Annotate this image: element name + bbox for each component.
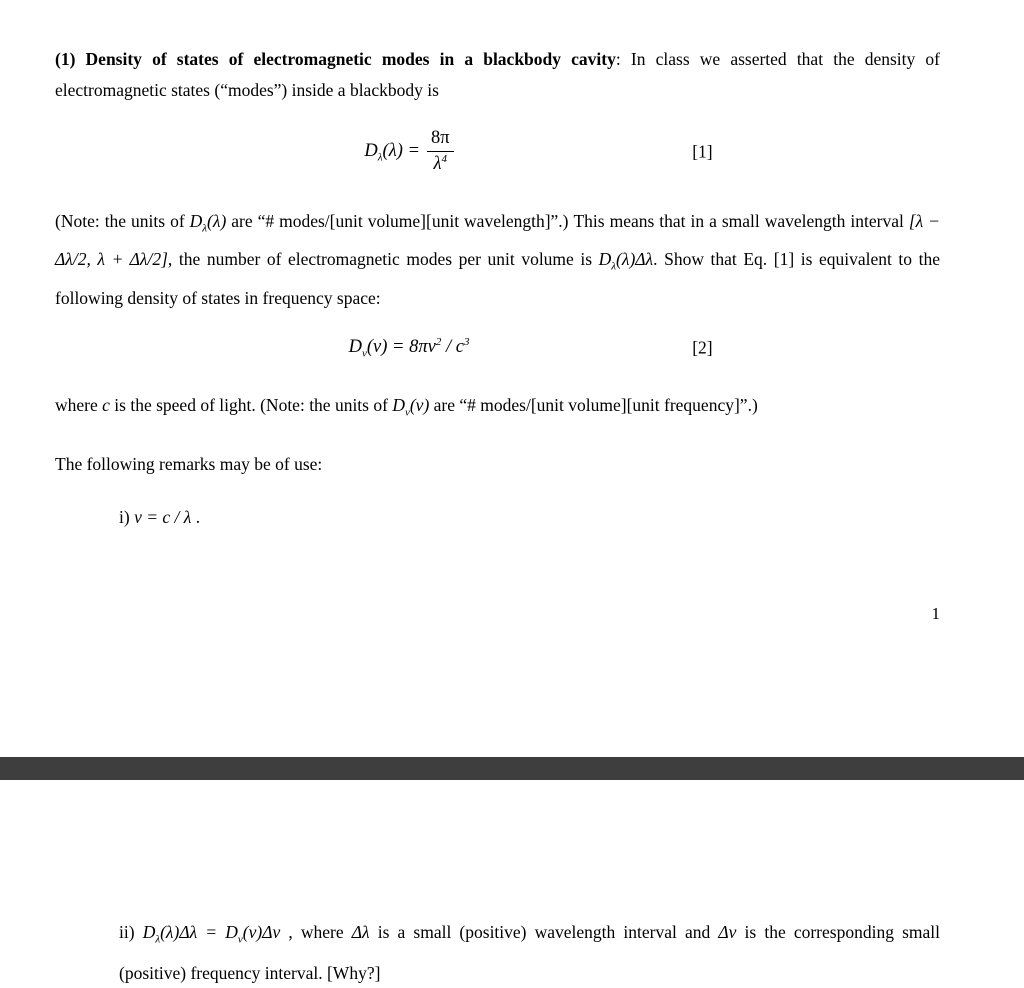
text-run: , where xyxy=(280,922,352,942)
page-divider xyxy=(0,757,1024,780)
text-run: (Note: the units of xyxy=(55,210,190,231)
text-run: : In class we asserted that the density of electromagnetic states (“modes”) inside a blackbody is xyxy=(55,49,940,100)
equation-1-label: [1] xyxy=(692,141,713,162)
problem-statement-paragraph xyxy=(55,44,940,106)
math-run: Δν xyxy=(718,922,737,942)
note-paragraph: (Note: the units of $D_\lambda(\lambda)$ are “# modes/[unit volume][unit wavelength]”.) This means that in a small wavelength interval [λ − Δλ/2, λ + Δλ/2], the number of electromagnetic modes per unit volume is $D_\lambda(\lambda)\Delta\lambda$. Show that Eq. [1] is equivalent to the following density of states in frequency space: xyxy=(55,210,941,308)
text-run: are “# modes/[unit volume][unit frequency]”.) xyxy=(429,394,758,415)
math-run: Δλ xyxy=(351,922,370,942)
text-run: is the corresponding small (positive) frequency interval. [Why?] xyxy=(119,922,940,983)
text-run: . Show that Eq. [1] is equivalent to the following density of states in frequency space: xyxy=(55,249,941,308)
equation-1-fraction xyxy=(427,128,454,176)
equation-1-row xyxy=(55,128,940,176)
page-number: 1 xyxy=(931,604,940,624)
math-run: (λ)Δλ = D xyxy=(160,922,238,942)
remark-item-i xyxy=(119,501,940,534)
item-label: i) xyxy=(119,507,135,528)
math-run: (λ)Δλ xyxy=(616,249,654,270)
speed-of-light-paragraph: where c is the speed of light. (Note: the units of $D_\nu(\nu)$ are “# modes/[unit volume][unit frequency]”.) xyxy=(55,394,758,419)
math-run: D xyxy=(189,210,203,231)
text-run: is a small (positive) wavelength interval and xyxy=(369,922,719,942)
math-run: c xyxy=(102,394,110,415)
equation-2-body: $D_\nu(\nu) = 8\pi\nu^2 / c^3$ xyxy=(348,335,470,360)
document-page-2 xyxy=(0,780,1024,988)
math-run: (λ) xyxy=(207,210,227,231)
fraction-numerator: 8π xyxy=(427,128,454,152)
text-run: . xyxy=(191,507,201,528)
math-run: ν = c / λ xyxy=(134,507,192,528)
remark-item-ii: ii) $D_\lambda(\lambda)\Delta\lambda = D_\nu(\nu)\Delta\nu$ , where Δλ is a small (positive) wavelength interval and Δν is the corresponding small (positive) frequency interval. [Why?] xyxy=(119,922,940,983)
math-run: (ν) xyxy=(409,394,430,415)
equation-1 xyxy=(55,128,763,176)
equation-2-row xyxy=(55,336,940,360)
equation-2 xyxy=(55,336,763,360)
remarks-intro-paragraph: The following remarks may be of use: xyxy=(55,454,323,475)
text-run: where xyxy=(55,394,103,415)
math-run: D xyxy=(392,394,405,415)
equation-1-lhs: $D_\lambda(\lambda)$ = xyxy=(364,140,420,164)
math-run: [λ − Δλ/2, λ + Δλ/2] xyxy=(55,210,940,270)
problem-title: (1) Density of states of electromagnetic modes in a blackbody cavity xyxy=(55,49,616,69)
text-run: are “# modes/[unit volume][unit wavelength]”.) This means that in a small wavelength interval xyxy=(226,210,909,231)
math-run: D xyxy=(598,249,612,270)
math-run: D xyxy=(142,922,156,942)
text-run: , the number of electromagnetic modes per unit volume is xyxy=(167,249,599,270)
fraction-denominator: $\lambda^4$ xyxy=(433,153,448,175)
math-run: (ν)Δν xyxy=(242,922,281,942)
equation-2-label: [2] xyxy=(692,337,713,358)
item-label: ii) xyxy=(119,922,143,942)
text-run: is the speed of light. (Note: the units of xyxy=(109,394,393,415)
